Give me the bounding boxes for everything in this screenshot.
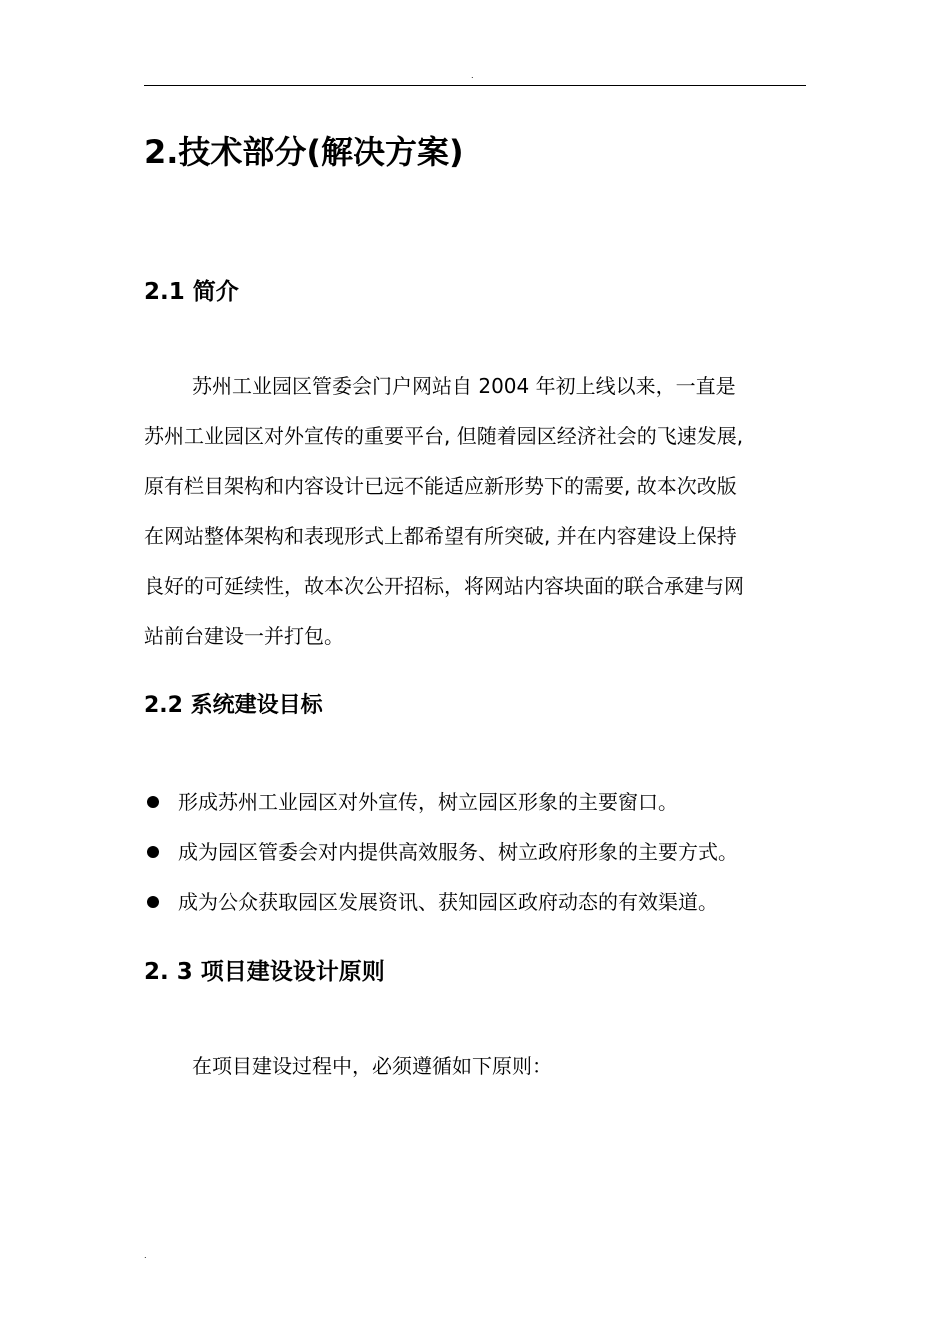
- bullet-icon: [147, 846, 159, 858]
- header-mark: .: [471, 71, 474, 80]
- header-rule: [144, 85, 806, 86]
- intro-line: 苏州工业园区管委会门户网站自 2004 年初上线以来，一直是: [192, 374, 736, 398]
- page-title: 2.技术部分(解决方案): [144, 133, 464, 171]
- section-heading-goals: 2.2 系统建设目标: [144, 693, 323, 718]
- list-item-text: 成为公众获取园区发展资讯、获知园区政府动态的有效渠道。: [178, 890, 718, 914]
- bullet-icon: [147, 896, 159, 908]
- list-item: [144, 830, 806, 880]
- section-heading-principles: 2. 3 项目建设设计原则: [144, 959, 385, 985]
- goals-list: [144, 780, 806, 930]
- intro-line: 良好的可延续性，故本次公开招标，将网站内容块面的联合承建与网: [144, 574, 744, 598]
- bullet-icon: [147, 796, 159, 808]
- section-heading-intro: 2.1 简介: [144, 279, 239, 305]
- footer-mark: .: [144, 1251, 147, 1260]
- list-item-text: 成为园区管委会对内提供高效服务、树立政府形象的主要方式。: [178, 840, 738, 864]
- intro-line: 站前台建设一并打包。: [144, 624, 344, 648]
- intro-line: 原有栏目架构和内容设计已远不能适应新形势下的需要, 故本次改版: [144, 474, 737, 498]
- principles-line: 在项目建设过程中，必须遵循如下原则：: [192, 1054, 552, 1078]
- intro-line: 在网站整体架构和表现形式上都希望有所突破, 并在内容建设上保持: [144, 524, 737, 548]
- list-item: [144, 780, 806, 830]
- intro-line: 苏州工业园区对外宣传的重要平台, 但随着园区经济社会的飞速发展,: [144, 424, 744, 448]
- intro-paragraph: [144, 361, 806, 661]
- principles-paragraph: [144, 1041, 806, 1091]
- list-item: [144, 880, 806, 930]
- list-item-text: 形成苏州工业园区对外宣传，树立园区形象的主要窗口。: [178, 790, 678, 814]
